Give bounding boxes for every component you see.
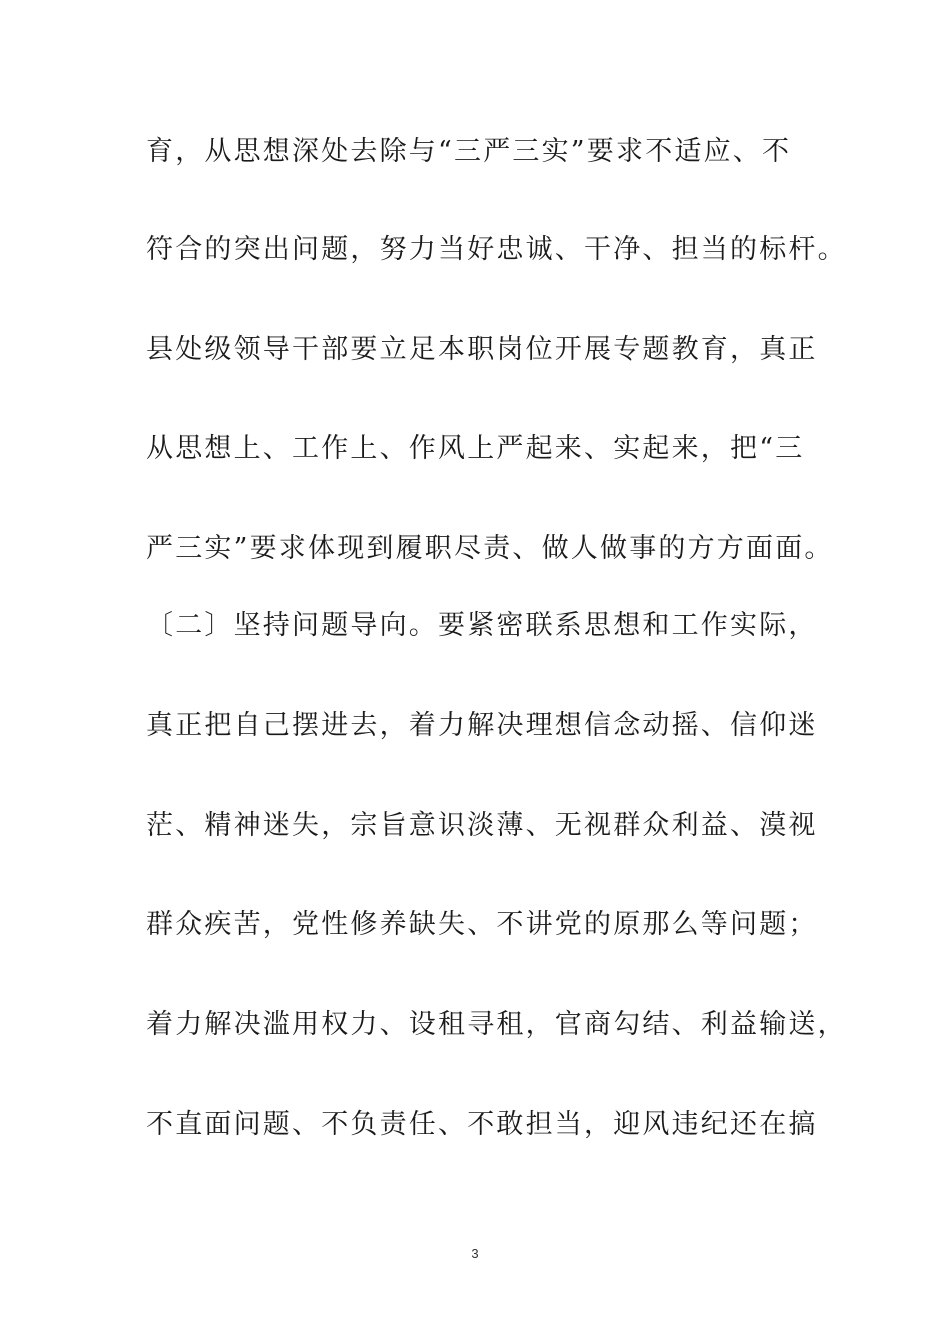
text-line-8: 茫、精神迷失，宗旨意识淡薄、无视群众利益、漠视 [146,810,818,841]
text-line-9: 群众疾苦，党性修养缺失、不讲党的原那么等问题； [146,909,818,940]
text-line-11: 不直面问题、不负责任、不敢担当，迎风违纪还在搞 [146,1109,818,1140]
text-line-3: 县处级领导干部要立足本职岗位开展专题教育，真正 [146,334,818,365]
text-line-2: 符合的突出问题，努力当好忠诚、干净、担当的标杆。 [146,234,847,265]
text-line-4: 从思想上、工作上、作风上严起来、实起来，把“三 [146,433,805,464]
text-line-10: 着力解决滥用权力、设租寻租，官商勾结、利益输送， [146,1009,847,1040]
page-number: 3 [471,1246,479,1261]
text-line-5: 严三实”要求体现到履职尽责、做人做事的方方面面。 [146,533,834,564]
text-line-7: 真正把自己摆进去，着力解决理想信念动摇、信仰迷 [146,710,818,741]
text-line-6: 〔二〕坚持问题导向。要紧密联系思想和工作实际， [146,610,818,641]
text-line-1: 育，从思想深处去除与“三严三实”要求不适应、不 [146,136,792,167]
